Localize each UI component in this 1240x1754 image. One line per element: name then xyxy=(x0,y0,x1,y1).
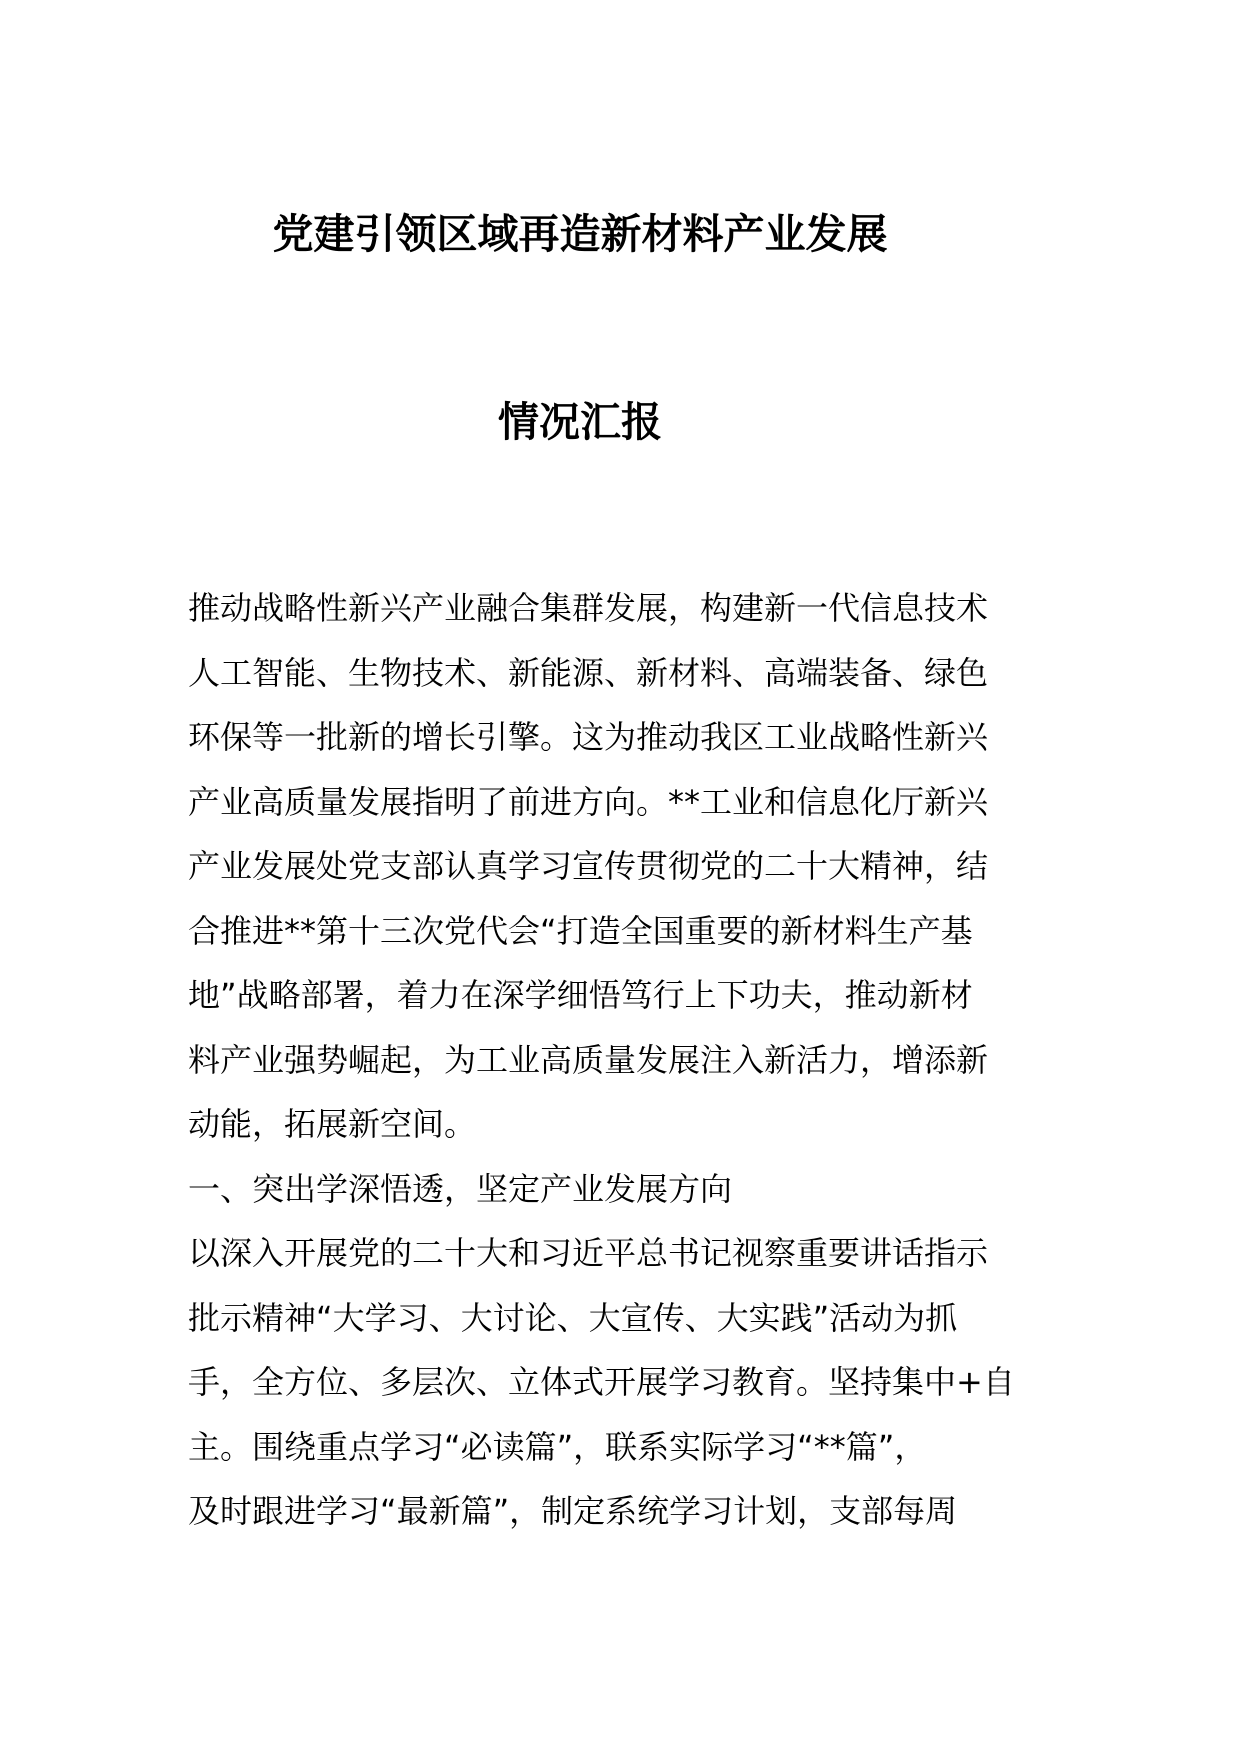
body-line: 人工智能、生物技术、新能源、新材料、高端装备、绿色 xyxy=(188,653,989,692)
body-line: 合推进**第十三次党代会“打造全国重要的新材料生产基 xyxy=(188,911,973,950)
body-line: 手，全方位、多层次、立体式开展学习教育。坚持集中+自 xyxy=(188,1363,1015,1401)
document-body xyxy=(188,576,1060,1544)
body-line: 料产业强势崛起，为工业高质量发展注入新活力，增添新 xyxy=(188,1040,989,1079)
body-line: 批示精神“大学习、大讨论、大宣传、大实践”活动为抓 xyxy=(188,1298,958,1337)
body-line: 推动战略性新兴产业融合集群发展，构建新一代信息技术 xyxy=(188,589,989,627)
document-title-line-1: 党建引领区域再造新材料产业发展 xyxy=(272,210,888,258)
body-line: 动能，拓展新空间。 xyxy=(188,1105,477,1143)
body-line: 主。围绕重点学习“必读篇”，联系实际学习“**篇”， xyxy=(188,1427,927,1466)
document-title-line-2: 情况汇报 xyxy=(498,398,662,446)
body-line: 环保等一批新的增长引擎。这为推动我区工业战略性新兴 xyxy=(188,718,989,756)
body-line: 及时跟进学习“最新篇”，制定系统学习计划，支部每周 xyxy=(188,1492,958,1530)
body-line: 地”战略部署，着力在深学细悟笃行上下功夫，推动新材 xyxy=(188,976,973,1014)
body-line: 产业发展处党支部认真学习宣传贯彻党的二十大精神，结 xyxy=(188,847,989,885)
body-line: 以深入开展党的二十大和习近平总书记视察重要讲话指示 xyxy=(188,1234,989,1272)
body-line: 产业高质量发展指明了前进方向。**工业和信息化厅新兴 xyxy=(188,782,989,821)
section-heading: 一、突出学深悟透，坚定产业发展方向 xyxy=(188,1169,733,1208)
